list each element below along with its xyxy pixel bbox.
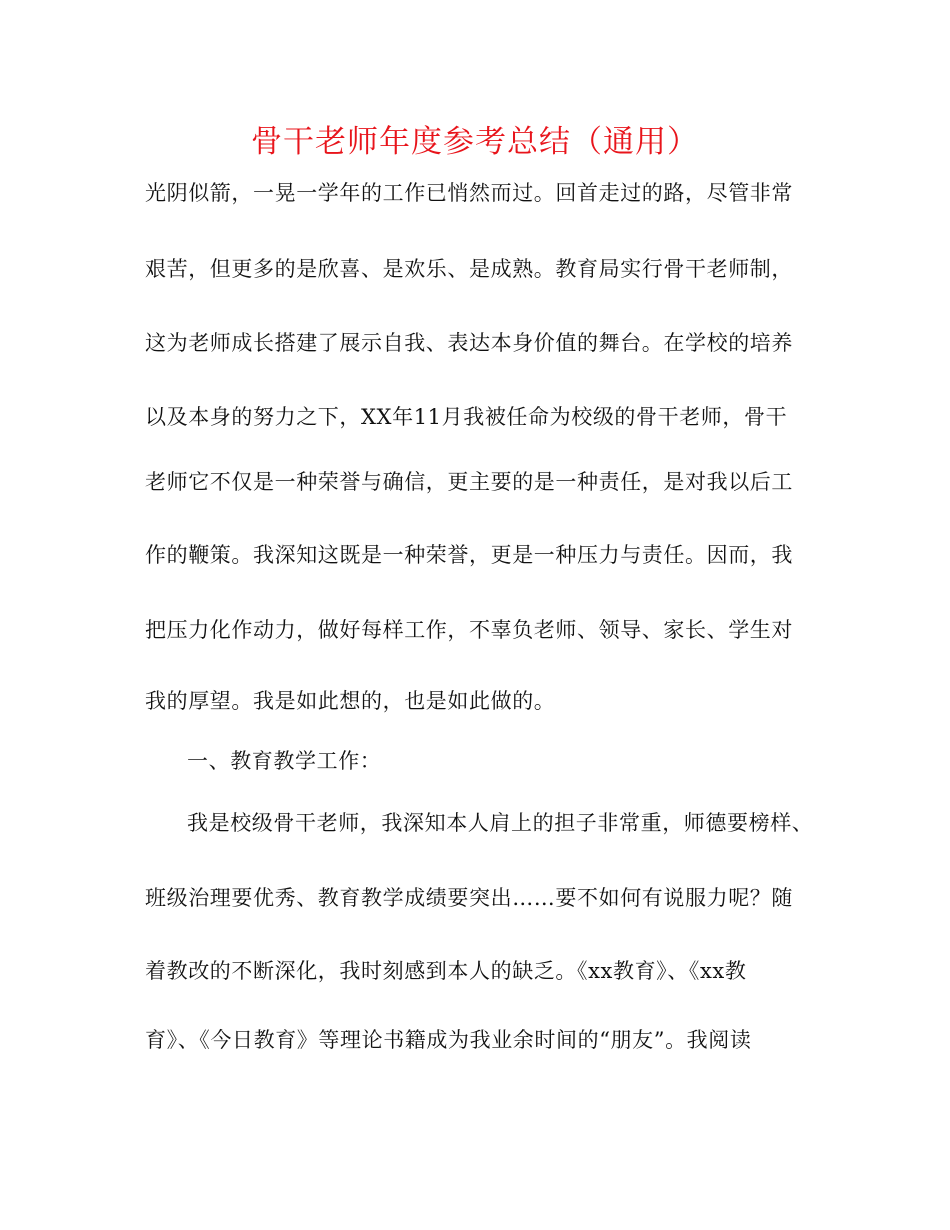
paragraph-line: 这为老师成长搭建了展示自我、表达本身价值的舞台。在学校的培养 <box>145 331 793 355</box>
paragraph-line: 把压力化作动力，做好每样工作，不辜负老师、领导、家长、学生对 <box>145 618 793 642</box>
document-title: 骨干老师年度参考总结（通用） <box>251 124 699 160</box>
paragraph-line: 作的鞭策。我深知这既是一种荣誉，更是一种压力与责任。因而，我 <box>145 543 793 567</box>
paragraph-line: 老师它不仅是一种荣誉与确信，更主要的是一种责任，是对我以后工 <box>145 470 793 494</box>
paragraph-line: 班级治理要优秀、教育教学成绩要突出……要不如何有说服力呢？随 <box>145 886 793 910</box>
paragraph-line: 以及本身的努力之下，XX年11月我被任命为校级的骨干老师，骨干 <box>145 405 788 429</box>
paragraph-line: 育》、《今日教育》等理论书籍成为我业余时间的“朋友”。我阅读 <box>145 1028 752 1052</box>
paragraph-line: 我是校级骨干老师，我深知本人肩上的担子非常重，师德要榜样、 <box>187 811 814 835</box>
paragraph-line: 我的厚望。我是如此想的，也是如此做的。 <box>145 689 556 713</box>
paragraph-line: 光阴似箭，一晃一学年的工作已悄然而过。回首走过的路，尽管非常 <box>145 181 793 205</box>
paragraph-line: 艰苦，但更多的是欣喜、是欢乐、是成熟。教育局实行骨干老师制， <box>145 257 793 281</box>
section-heading: 一、教育教学工作： <box>187 749 382 773</box>
paragraph-line: 着教改的不断深化，我时刻感到本人的缺乏。《xx教育》、《xx教 <box>145 959 747 983</box>
